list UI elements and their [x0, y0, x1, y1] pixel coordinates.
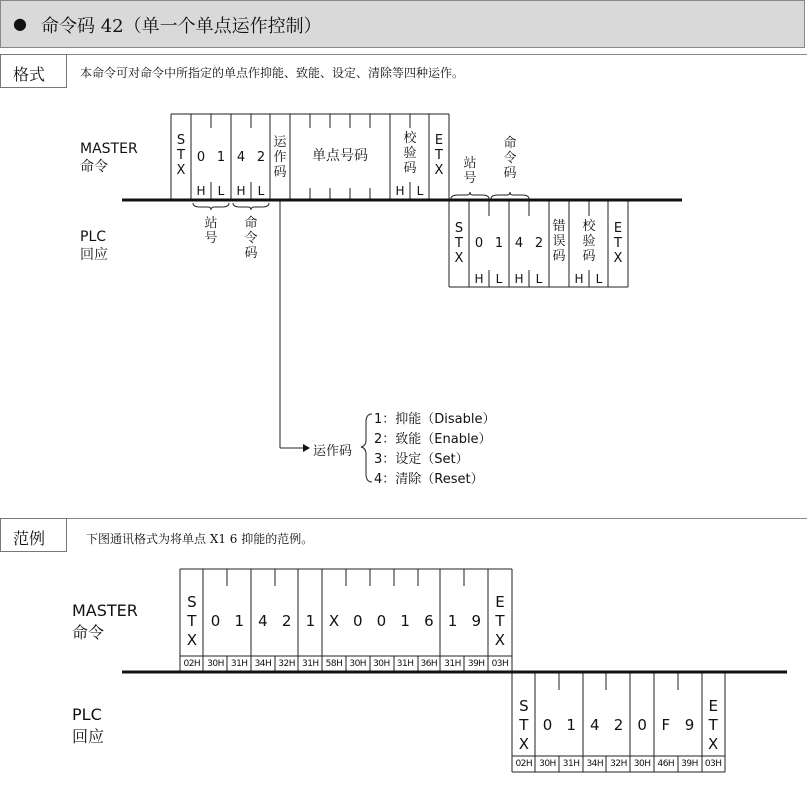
- op-option-enable: 2：致能（Enable）: [374, 432, 492, 447]
- example-plc-char-2: 1: [566, 715, 576, 734]
- master-op-code-cell: 运 作 码: [273, 134, 287, 180]
- example-plc-char-4: 2: [613, 715, 624, 734]
- example-plc-hex-3: 34H: [586, 759, 604, 769]
- example-master-char-6: X: [328, 611, 340, 630]
- section-divider-example: [67, 518, 807, 519]
- example-master-char-11: 1: [447, 611, 458, 630]
- example-master-hex-6: 58H: [325, 659, 343, 669]
- master-station-l: L: [217, 184, 225, 198]
- example-plc-char-8: E T X: [708, 696, 719, 753]
- example-plc-char-5: 0: [637, 715, 647, 734]
- example-master-hex-7: 30H: [349, 659, 367, 669]
- example-master-hex-1: 30H: [207, 659, 224, 669]
- example-plc-hex-1: 30H: [539, 759, 556, 769]
- example-master-char-5: 1: [305, 611, 316, 630]
- station-label-master: 站 号: [204, 216, 218, 246]
- example-plc-hex-8: 03H: [704, 759, 722, 769]
- plc-cmd-l: L: [535, 272, 543, 286]
- example-description: 下图通讯格式为将单点 X1 6 抑能的范例。: [86, 532, 314, 546]
- example-master-hex-4: 32H: [278, 659, 295, 669]
- example-master-char-13: E T X: [494, 592, 506, 649]
- master-checksum-l: L: [416, 184, 424, 198]
- plc-etx-cell: E T X: [613, 220, 623, 266]
- example-plc-char-1: 0: [542, 715, 553, 734]
- format-description: 本命令可对命令中所指定的单点作抑能、致能、设定、清除等四种运作。: [80, 66, 465, 80]
- master-cmd-h: H: [236, 184, 246, 198]
- example-master-hex-8: 30H: [373, 659, 390, 669]
- example-master-char-9: 1: [400, 611, 410, 630]
- page-title: 命令码 42（单一个单点运作控制）: [41, 16, 322, 37]
- master-checksum-h: H: [395, 184, 405, 198]
- master-station-low: 1: [216, 149, 226, 165]
- cmd-label-master: 命 令 码: [244, 216, 258, 261]
- example-plc-hex-5: 30H: [633, 759, 651, 769]
- master-station-h: H: [196, 184, 206, 198]
- example-plc-char-6: F: [661, 715, 671, 734]
- example-plc-hex-2: 31H: [562, 759, 580, 769]
- plc-stx-cell: S T X: [454, 220, 464, 266]
- example-plc-hex-7: 39H: [681, 759, 698, 769]
- example-plc-hex-6: 46H: [657, 759, 675, 769]
- example-master-hex-0: 02H: [183, 659, 201, 669]
- master-stx-cell: S T X: [176, 132, 186, 178]
- plc-checksum-cell: 校 验 码: [582, 218, 596, 264]
- cmd-label-plc: 命 令 码: [503, 136, 517, 181]
- example-master-hex-10: 36H: [420, 659, 438, 669]
- example-master-char-4: 2: [281, 611, 292, 630]
- op-option-disable: 1：抑能（Disable）: [374, 412, 496, 427]
- example-plc-hex-0: 02H: [515, 759, 533, 769]
- master-cmd-l: L: [257, 184, 265, 198]
- plc-checksum-l: L: [595, 272, 603, 286]
- section-label-example: 范例: [0, 518, 67, 552]
- plc-error-code-cell: 错 误 码: [552, 218, 566, 264]
- example-master-char-2: 1: [234, 611, 244, 630]
- section-label-format: 格式: [0, 54, 67, 88]
- example-master-char-12: 9: [471, 611, 481, 630]
- example-plc-label: PLC 回应: [72, 705, 105, 746]
- example-master-char-8: 0: [376, 611, 387, 630]
- master-station-high: 0: [196, 149, 206, 165]
- example-master-char-3: 4: [258, 611, 268, 630]
- example-master-char-1: 0: [210, 611, 221, 630]
- plc-station-low: 1: [494, 235, 504, 251]
- plc-station-high: 0: [474, 235, 484, 251]
- master-cmd-high: 4: [236, 149, 246, 165]
- plc-label: PLC 回应: [80, 229, 108, 263]
- example-master-hex-5: 31H: [301, 659, 319, 669]
- example-master-char-0: S T X: [186, 592, 197, 649]
- master-checksum-cell: 校 验 码: [403, 130, 417, 176]
- bullet-icon: ●: [13, 14, 27, 33]
- plc-checksum-h: H: [574, 272, 584, 286]
- master-point-number-cell: 单点号码: [312, 147, 368, 164]
- master-etx-cell: E T X: [434, 132, 444, 178]
- example-master-hex-2: 31H: [230, 659, 248, 669]
- example-master-hex-11: 31H: [444, 659, 461, 669]
- example-plc-char-7: 9: [684, 715, 695, 734]
- example-plc-char-0: S T X: [518, 696, 529, 753]
- example-master-hex-9: 31H: [396, 659, 414, 669]
- example-master-hex-13: 03H: [491, 659, 509, 669]
- op-option-reset: 4：清除（Reset）: [374, 472, 484, 487]
- plc-station-l: L: [495, 272, 503, 286]
- example-master-hex-3: 34H: [254, 659, 272, 669]
- example-master-char-7: 0: [352, 611, 363, 630]
- plc-cmd-high: 4: [514, 235, 524, 251]
- master-label: MASTER 命令: [80, 141, 138, 175]
- op-option-set: 3：设定（Set）: [374, 452, 469, 467]
- op-code-title: 运作码: [313, 444, 353, 459]
- example-master-label: MASTER 命令: [72, 601, 138, 642]
- station-label-plc: 站 号: [463, 156, 477, 186]
- master-cmd-low: 2: [256, 149, 266, 165]
- plc-station-h: H: [474, 272, 484, 286]
- example-plc-hex-4: 32H: [610, 759, 627, 769]
- example-master-char-10: 6: [424, 611, 434, 630]
- plc-cmd-h: H: [514, 272, 524, 286]
- example-plc-char-3: 4: [590, 715, 600, 734]
- plc-cmd-low: 2: [534, 235, 544, 251]
- example-master-hex-12: 39H: [467, 659, 485, 669]
